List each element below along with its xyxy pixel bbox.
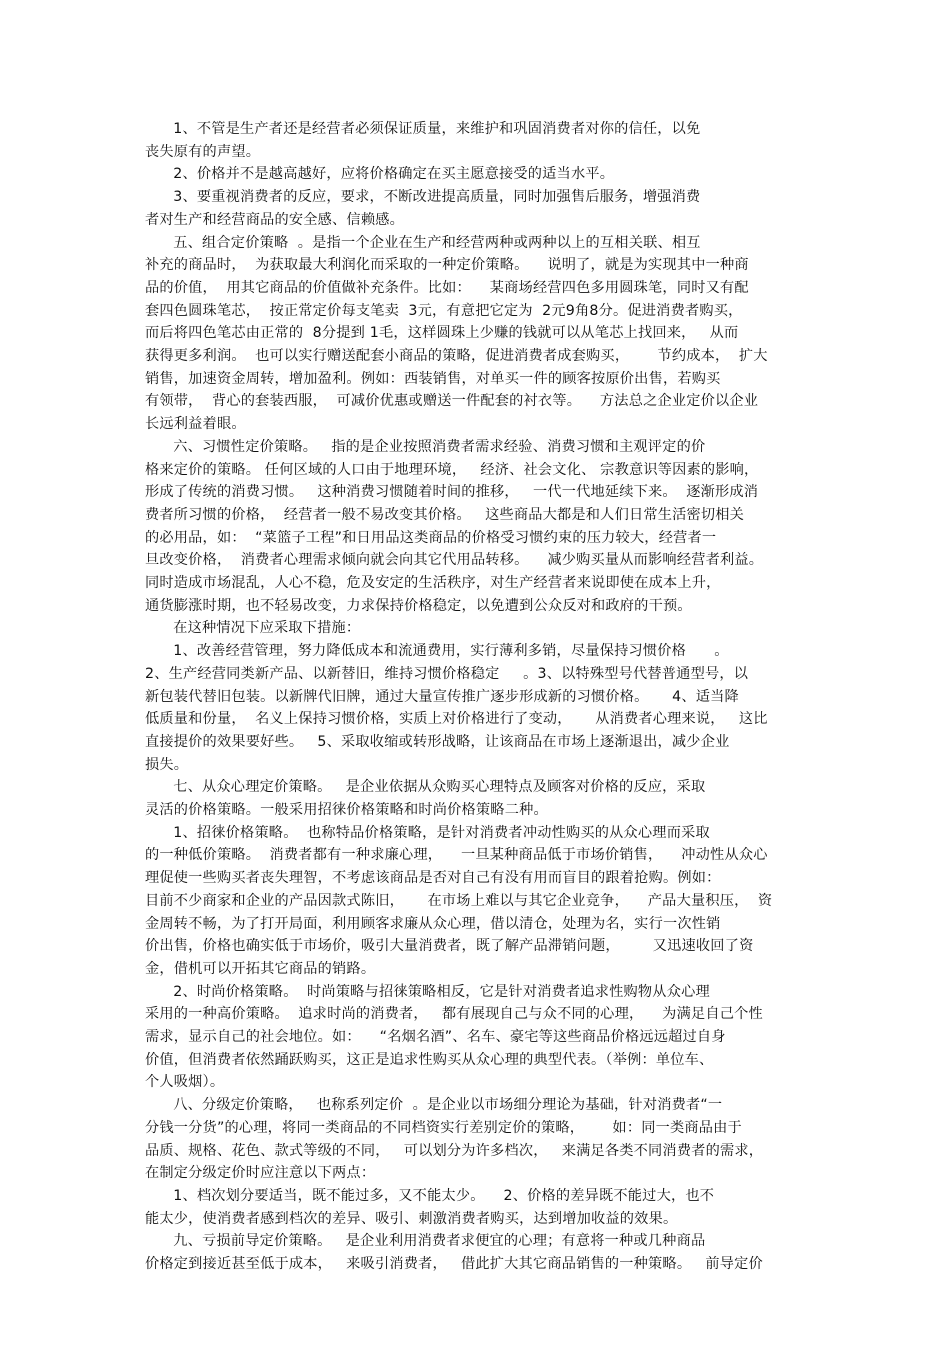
text-line: 灵活的价格策略。一般采用招徕价格策略和时尚价格策略二种。 — [145, 802, 548, 818]
text-line: 低质量和份量， 名义上保持习惯价格，实质上对价格进行了变动， 从消费者心理来说， 这比 — [145, 711, 768, 728]
text-line: 的必用品，如： “菜篮子工程”和日用品这类商品的价格受习惯约束的压力较大，经营者一 — [145, 529, 717, 546]
text-line: 1、改善经营管理，努力降低成本和流通费用，实行薄利多销，尽量保持习惯价格 。 — [145, 643, 729, 660]
text-line: 五、组合定价策略 。是指一个企业在生产和经营两种或两种以上的互相关联、相互 — [145, 234, 701, 251]
text-line: 金，借机可以开拓其它商品的销路。 — [145, 960, 376, 977]
text-line: 损失。 — [145, 756, 189, 773]
text-line: 分钱一分货”的心理，将同一类商品的不同档资实行差别定价的策略， 如：同一类商品由于 — [145, 1119, 742, 1136]
text-line: 直接提价的效果要好些。 5、采取收缩或转形战略，让该商品在市场上逐渐退出，减少企业 — [145, 733, 730, 750]
text-line: 有领带， 背心的套装西服， 可减价优惠或赠送一件配套的衬衣等。 方法总之企业定价以企业 — [145, 393, 759, 410]
text-line: 套四色圆珠笔芯， 按正常定价每支笔卖 3元，有意把它定为 2元9角8分。促进消费者购买， — [145, 302, 743, 319]
text-line: 格来定价的策略。 任何区域的人口由于地理环境， 经济、社会文化、 宗教意识等因素的影响， — [145, 461, 759, 478]
text-line: 品质、规格、花色、款式等级的不同， 可以划分为许多档次， 来满足各类不同消费者的需求， — [145, 1142, 764, 1159]
text-line: 费者所习惯的价格， 经营者一般不易改变其价格。 这些商品大都是和人们日常生活密切相关 — [145, 506, 745, 523]
text-line: 需求，显示自己的社会地位。如： “名烟名酒”、名车、豪宅等这些商品价格远远超过自身 — [145, 1029, 726, 1045]
text-line: 个人吸烟）。 — [145, 1074, 225, 1091]
text-line: 采用的一种高价策略。 追求时尚的消费者， 都有展现自己与众不同的心理， 为满足自己个性 — [145, 1006, 763, 1023]
text-line: 2、生产经营同类新产品、以新替旧，维持习惯价格稳定 。3、以特殊型号代替普通型号，以 — [145, 665, 749, 682]
text-line: 3、要重视消费者的反应，要求，不断改进提高质量，同时加强售后服务，增强消费 — [145, 189, 701, 206]
text-line: 金周转不畅，为了打开局面，利用顾客求廉从众心理，借以清仓，处理为名，实行一次性销 — [145, 915, 721, 932]
text-line: 能太少，使消费者感到档次的差异、吸引、刺激消费者购买，达到增加收益的效果。 — [145, 1210, 678, 1227]
text-line: 销售，加速资金周转，增加盈利。例如：西装销售，对单买一件的顾客按原价出售，若购买 — [145, 370, 721, 387]
text-line: 1、档次划分要适当，既不能过多，又不能太少。 2、价格的差异既不能过大，也不 — [145, 1187, 715, 1204]
text-line: 目前不少商家和企业的产品因款式陈旧， 在市场上难以与其它企业竞争， 产品大量积压， 资 — [145, 892, 773, 909]
text-line: 而后将四色笔芯由正常的 8分提到 1毛，这样圆珠上少赚的钱就可以从笔芯上找回来， 从而 — [145, 325, 739, 342]
text-line: 2、时尚价格策略。 时尚策略与招徕策略相反，它是针对消费者追求性购物从众心理 — [145, 983, 710, 1000]
text-line: 八、分级定价策略， 也称系列定价 。是企业以市场细分理论为基础，针对消费者“一 — [145, 1097, 723, 1114]
text-line: 2、价格并不是越高越好，应将价格确定在买主愿意接受的适当水平。 — [145, 166, 615, 183]
text-line: 七、从众心理定价策略。 是企业依据从众购买心理特点及顾客对价格的反应，采取 — [145, 779, 706, 796]
text-line: 价出售，价格也确实低于市场价，吸引大量消费者，既了解产品滞销问题， 又迅速收回了资 — [145, 938, 754, 955]
text-line: 获得更多利润。 也可以实行赠送配套小商品的策略，促进消费者成套购买， 节约成本， 扩大 — [145, 348, 768, 364]
text-line: 九、亏损前导定价策略。 是企业利用消费者求便宜的心理；有意将一种或几种商品 — [145, 1233, 706, 1250]
text-line: 1、不管是生产者还是经营者必须保证质量，来维护和巩固消费者对你的信任，以免 — [145, 121, 701, 137]
text-line: 价格定到接近甚至低于成本， 来吸引消费者， 借此扩大其它商品销售的一种策略。 前导定价 — [145, 1256, 763, 1272]
text-line: 理促使一些购买者丧失理智，不考虑该商品是否对自己有没有用而盲目的跟着抢购。例如： — [145, 870, 721, 887]
text-line: 在制定分级定价时应注意以下两点： — [145, 1165, 376, 1182]
text-line: 的一种低价策略。 消费者都有一种求廉心理， 一旦某种商品低于市场价销售， 冲动性从众心 — [145, 847, 768, 864]
text-line: 品的价值， 用其它商品的价值做补充条件。比如： 某商场经营四色多用圆珠笔，同时又有配 — [145, 279, 749, 296]
text-line: 形成了传统的消费习惯。 这种消费习惯随着时间的推移， 一代一代地延续下来。 逐渐形成消 — [145, 484, 759, 501]
text-line: 通货膨涨时期，也不轻易改变，力求保持价格稳定，以免遭到公众反对和政府的干预。 — [145, 597, 692, 614]
text-line: 者对生产和经营商品的安全感、信赖感。 — [145, 211, 404, 228]
text-line: 长远利益着眼。 — [145, 416, 246, 433]
text-line: 1、招徕价格策略。 也称特品价格策略，是针对消费者冲动性购买的从众心理而采取 — [145, 824, 710, 841]
text-line: 同时造成市场混乱，人心不稳，危及安定的生活秩序，对生产经营者来说即使在成本上升， — [145, 575, 721, 591]
text-line: 在这种情况下应采取下措施： — [145, 620, 361, 637]
text-line: 价值，但消费者依然踊跃购买，这正是追求性购买从众心理的典型代表。（举例：单位车、 — [145, 1051, 714, 1068]
text-line: 旦改变价格， 消费者心理需求倾向就会向其它代用品转移。 减少购买量从而影响经营者利益。 — [145, 552, 764, 569]
text-line: 六、习惯性定价策略。 指的是企业按照消费者需求经验、消费习惯和主观评定的价 — [145, 438, 706, 455]
text-line: 新包装代替旧包装。以新牌代旧牌，通过大量宣传推广逐步形成新的习惯价格。 4、适当降 — [145, 688, 739, 705]
text-line: 补充的商品时， 为获取最大利润化而采取的一种定价策略。 说明了，就是为实现其中一种商 — [145, 257, 749, 274]
text-line: 丧失原有的声望。 — [145, 143, 261, 160]
